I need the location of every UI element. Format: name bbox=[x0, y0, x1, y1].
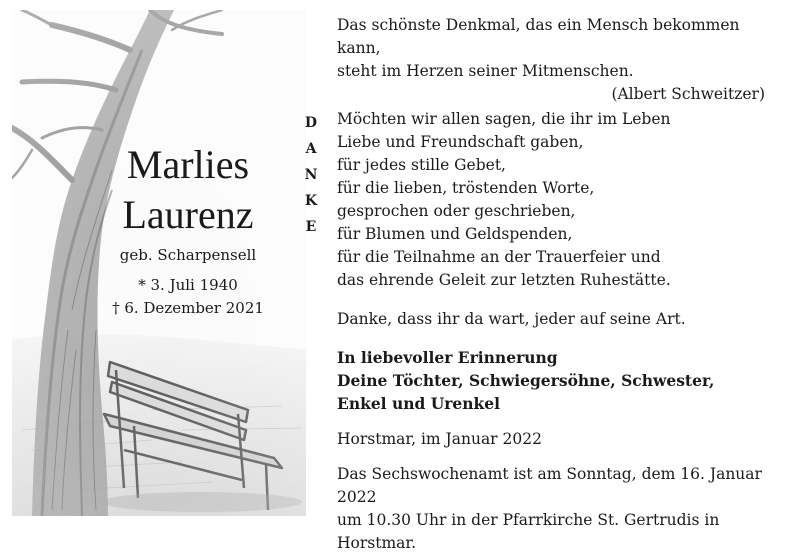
place-date: Horstmar, im Januar 2022 bbox=[337, 430, 542, 448]
death-date: † 6. Dezember 2021 bbox=[112, 299, 264, 317]
quote-author: (Albert Schweitzer) bbox=[611, 85, 765, 103]
quote-line: steht im Herzen seiner Mitmenschen. bbox=[337, 62, 634, 80]
danke-letter: E bbox=[305, 219, 317, 235]
born-name: geb. Scharpensell bbox=[119, 246, 257, 264]
thanks-line: das ehrende Geleit zur letzten Ruhestätte. bbox=[337, 271, 671, 289]
thanks-text bbox=[337, 108, 777, 292]
service-info bbox=[337, 463, 787, 555]
closing-line: Danke, dass ihr da wart, jeder auf seine Art. bbox=[337, 310, 686, 328]
quote-block bbox=[337, 14, 765, 106]
danke-letter: K bbox=[304, 193, 318, 209]
danke-letter: N bbox=[304, 167, 318, 183]
signers-line: Enkel und Urenkel bbox=[337, 394, 501, 413]
thanks-line: gesprochen oder geschrieben, bbox=[337, 202, 576, 220]
deceased-name-block bbox=[108, 140, 268, 320]
life-dates bbox=[108, 274, 268, 320]
thanks-line: für die Teilnahme an der Trauerfeier und bbox=[337, 248, 661, 266]
thanks-line: Liebe und Freundschaft gaben, bbox=[337, 133, 584, 151]
signers-line: In liebevoller Erinnerung bbox=[337, 348, 558, 367]
thanks-line: für Blumen und Geldspenden, bbox=[337, 225, 573, 243]
danke-letter: A bbox=[305, 141, 317, 157]
quote-line: Das schönste Denkmal, das ein Mensch bekommen kann, bbox=[337, 16, 740, 57]
thanks-line: für jedes stille Gebet, bbox=[337, 156, 506, 174]
signers-block bbox=[337, 346, 787, 415]
danke-letter: D bbox=[304, 115, 318, 131]
first-name: Marlies bbox=[126, 142, 250, 187]
thanks-line: Möchten wir allen sagen, die ihr im Leben bbox=[337, 110, 671, 128]
service-line: Das Sechswochenamt ist am Sonntag, dem 16. Januar 2022 bbox=[337, 465, 762, 506]
service-line: um 10.30 Uhr in der Pfarrkirche St. Gertrudis in Horstmar. bbox=[337, 511, 720, 552]
thanks-line: für die lieben, tröstenden Worte, bbox=[337, 179, 595, 197]
signers-line: Deine Töchter, Schwiegersöhne, Schwester, bbox=[337, 371, 715, 390]
danke-letters bbox=[300, 110, 322, 240]
birth-date: * 3. Juli 1940 bbox=[138, 276, 238, 294]
last-name: Laurenz bbox=[122, 192, 254, 237]
